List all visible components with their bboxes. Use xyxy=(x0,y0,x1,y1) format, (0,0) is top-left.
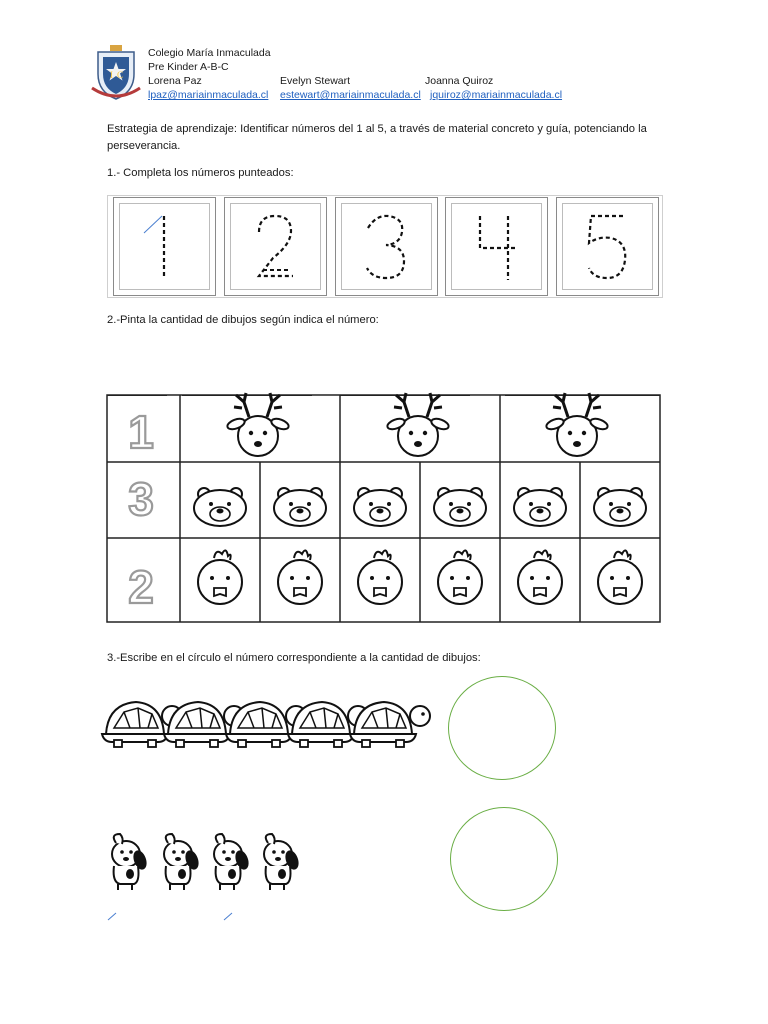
teacher-email-link-1[interactable]: lpaz@mariainmaculada.cl xyxy=(148,89,269,101)
bear-drawing xyxy=(594,488,646,526)
dog-drawing xyxy=(264,834,301,890)
school-logo xyxy=(88,44,144,102)
turtle-drawing xyxy=(164,702,244,747)
tracing-box-5[interactable] xyxy=(556,197,659,296)
row-number-1: 1 xyxy=(128,406,154,458)
teacher-name-2: Evelyn Stewart xyxy=(280,75,351,87)
teacher-name-3: Joanna Quiroz xyxy=(425,75,494,87)
chick-drawing xyxy=(278,550,322,604)
bear-drawing xyxy=(434,488,486,526)
teacher-email-link-2[interactable]: estewart@mariainmaculada.cl xyxy=(280,89,421,101)
exercise-3-instruction: 3.-Escribe en el círculo el número correspondiente a la cantidad de dibujos: xyxy=(107,652,481,664)
table-top-border-segment xyxy=(340,395,470,396)
answer-circle-dogs[interactable] xyxy=(450,807,558,911)
answer-circle-turtles[interactable] xyxy=(448,676,556,780)
bear-drawing xyxy=(354,488,406,526)
chick-drawing xyxy=(598,550,642,604)
dog-drawing xyxy=(164,834,201,890)
table-top-border-segment xyxy=(182,395,312,396)
bear-drawing xyxy=(274,488,326,526)
chick-drawing xyxy=(358,550,402,604)
svg-text:I: I xyxy=(110,70,113,80)
grade-label: Pre Kinder A-B-C xyxy=(148,61,229,73)
dog-drawing xyxy=(214,834,251,890)
chick-drawing xyxy=(438,550,482,604)
turtle-drawing xyxy=(288,702,368,747)
tracing-box-1[interactable] xyxy=(113,197,216,296)
deer-drawing xyxy=(386,393,450,456)
table-top-border-segment xyxy=(107,395,167,396)
deer-drawing xyxy=(545,393,609,456)
dog-drawing xyxy=(112,834,149,890)
row-number-3: 3 xyxy=(128,473,154,525)
school-name: Colegio María Inmaculada xyxy=(148,47,271,59)
chick-drawing xyxy=(198,550,242,604)
bear-drawing xyxy=(194,488,246,526)
table-top-border-segment xyxy=(505,395,660,396)
svg-text:C: C xyxy=(117,70,124,80)
turtle-drawing xyxy=(350,702,430,747)
teacher-name-1: Lorena Paz xyxy=(148,75,202,87)
turtle-drawing xyxy=(226,702,306,747)
tracing-box-2[interactable] xyxy=(224,197,327,296)
learning-strategy: Estrategia de aprendizaje: Identificar números del 1 al 5, a través de material concreto y guía, potenciando la perseverancia. xyxy=(107,123,647,152)
tracing-box-3[interactable] xyxy=(335,197,438,296)
tracing-box-4[interactable] xyxy=(445,197,548,296)
exercise-1-instruction: 1.- Completa los números punteados: xyxy=(107,167,294,179)
bear-drawing xyxy=(514,488,566,526)
exercise-2-instruction: 2.-Pinta la cantidad de dibujos según indica el número: xyxy=(107,314,379,326)
deer-drawing xyxy=(226,393,290,456)
teacher-email-link-3[interactable]: jquiroz@mariainmaculada.cl xyxy=(430,89,563,101)
row-number-2: 2 xyxy=(128,561,154,613)
chick-drawing xyxy=(518,550,562,604)
turtle-drawing xyxy=(102,702,182,747)
